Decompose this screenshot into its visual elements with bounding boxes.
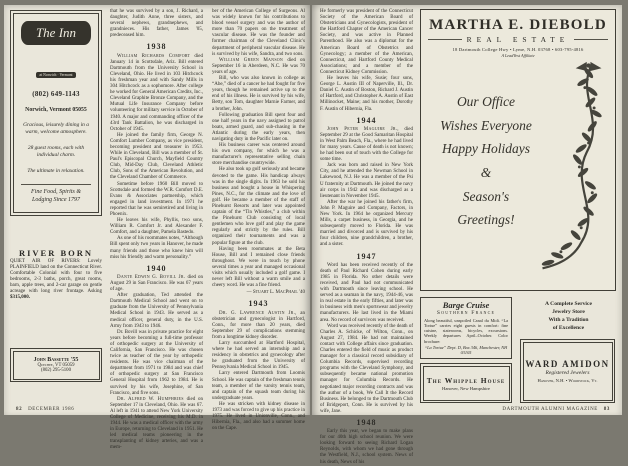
class-year-heading: 1947 bbox=[356, 251, 377, 261]
amidon-subtitle: Registered Jewelers bbox=[545, 370, 590, 376]
obituary-paragraph: After the war he joined his father's firm, John P. Maguire and Company, Factors, in New York. In 1964 he organized Mercury Mills, a carpet business, in Georgia, and he subsequently moved to Florida. He was married and divorced and is survived by his four children, nine grandchildren, a brother, and a sister. bbox=[320, 199, 413, 248]
barge-cruise-ad bbox=[420, 297, 512, 359]
obituary-paragraph: Word was received recently of the death of Charles A. Schicke, of Wilton, Conn., on August 27, 1984. He had not maintained contact with College affairs since graduation. Charles entered the field of music as product manager for a classical record subsidiary of Columbia Records, supervised recording programs with the Cleveland Symphony, and subsequently became national promotion manager for Columbia Records. He negotiated major recording contracts and was the author of a book, We Call It the Record Business. He belonged to the Dartmouth Club of Bridgeport, Conn. He is survived by his wife, Jane. bbox=[320, 323, 413, 414]
amidon-name: WARD AMIDON bbox=[525, 359, 610, 369]
obituary-paragraph: He was stricken with kidney disease in 1973 and was forced to give up his practice in 1975. He lived in Unionville, Conn., and Hibernia, Fla., and also had a summer home on the Cape. bbox=[212, 401, 305, 432]
right-page-footer bbox=[502, 407, 614, 412]
class-year-heading: 1948 bbox=[356, 418, 377, 427]
inn-sign-logo bbox=[21, 21, 91, 81]
class-year-heading: 1944 bbox=[356, 115, 377, 125]
inn-address: Norwich, Vermont 05055 bbox=[25, 107, 87, 114]
inn-logo-text: The Inn bbox=[21, 21, 91, 45]
obituary-paragraph: His business career was centered around his own company, for which he was a manufacturer's representative selling chain store merchandise countrywide. bbox=[212, 143, 305, 167]
obituary-paragraph: William Green Manson died on September 16 in Aberdeen, N.C. He was 70 years of age. bbox=[212, 57, 306, 75]
ward-amidon-ad bbox=[520, 339, 615, 403]
whipple-title: The Whipple House bbox=[426, 375, 506, 385]
obituaries-column-c bbox=[320, 9, 413, 465]
river-born-price: $315,000. bbox=[10, 295, 30, 300]
decorative-rule bbox=[574, 39, 608, 40]
obituaries-column-b bbox=[212, 9, 306, 432]
inn-logo-subtext: at Norwich · Vermont bbox=[36, 72, 75, 78]
inn-copy-line: 28 guest rooms, each with individual charm. bbox=[27, 145, 85, 159]
bottom-right-ads bbox=[420, 297, 616, 405]
obituary-paragraph: He joined the family firm, George N. Comfort Lumber Company, as vice president, becoming president and treasurer in 1953. While in Cleveland, Bill was a member of St. Paul's Episcopal Church, Mayfield Country Club, Mid-Day Club, Cleveland Athletic Club, Sons of the American Revolution, and the Cleveland Chamber of Commerce. bbox=[110, 132, 203, 181]
barge-body: Along beautiful, unspoiled Canal du Midi. “La Tortue” carries eight guests in comfort: fine cuisine, staterooms, bicycles, excursions. Weekly departures April–October. Color brochure: bbox=[424, 317, 508, 344]
obituary-paragraph: Dante Edwin G. Bovill Jr. died on August 29 in San Francisco. He was 67 years of age. bbox=[110, 274, 203, 293]
obituary-paragraph: Dr. G. Lawrence Austin Jr., an obstetrician and gynecologist in Hartford, Conn., for more than 20 years, died September 29 of complications stemming from a longtime kidney disorder. bbox=[212, 310, 305, 340]
obituary-paragraph: Bill, who was also known in college as “Abe,” died of a cancer he had fought for five years, though he remained active up to the end of his illness. He is survived by his wife, Betty, son Tom, daughter Marnie Farmer, and a brother, John. bbox=[212, 76, 305, 112]
obituary-paragraph: Sometime before 1960 Bill moved to Scottsdale and formed the W.R. Comfort D.E. Evans & Associates partnership, which engaged in land investment. In 1971 he reported that he was semiretired and living in Phoenix. bbox=[110, 181, 203, 217]
obituary-paragraph: Dr. Alfred W. Humphries died on September 17 in Cleveland, Ohio. He was 67. Al left in 1941 to attend New York University College of Medicine, receiving his M.D. in 1944. He was a medical officer with the army in Europe, returning to Cleveland in 1951. He led medical teams pioneering in the transplanting of kidney arteries, and was a mem- bbox=[110, 396, 203, 451]
obituary-paragraph: Larry succumbed at Hartford Hospital, where he had served an internship and a residency in obstetrics and gynecology after he graduated from the University of Pennsylvania Medical School in 1945. bbox=[212, 340, 305, 371]
john-bassette-ad bbox=[10, 348, 102, 382]
class-year-heading: 1940 bbox=[146, 263, 167, 273]
barge-title: Barge Cruise bbox=[442, 300, 490, 310]
whipple-house-ad bbox=[420, 363, 512, 403]
obituary-paragraph: William Richards Comfort died January 14 in Scottsdale, Ariz. Bill entered Dartmouth from the University School in Cleveland, Ohio. He lived in 103 Hitchcock his freshman year and with Sandy Mills in 304 Hitchcock as a sophomore. After college he worked for General American Credits, Inc., Cleveland Graphite Bronze Company, and the Mutual Life Insurance Company before volunteering for military service in October of 1940. A major and commanding officer of the 43rd Tank Battalion, he was discharged in October of 1945. bbox=[110, 53, 203, 132]
inn-copy-line: Gracious, leisurely dining in a warm, welcome atmosphere. bbox=[23, 122, 89, 136]
bassette-phone: (802) 295-5100 bbox=[41, 368, 71, 373]
left-page bbox=[4, 5, 310, 451]
left-page-footer bbox=[12, 407, 74, 412]
diebold-real-estate-ad bbox=[420, 9, 616, 291]
barge-subtitle: Southern France bbox=[436, 309, 496, 316]
river-born-title: RIVER BORN bbox=[18, 248, 94, 258]
obituary-paragraph: He formerly was president of the Connecticut Society of the American Board of Obstetricians and Gynecologists, president of the Hartford Chapter of the American Cancer Society, and was active in Planned Parenthood. He also was a diplomat for the American Board of Obstetrics and Gynecology; a member of the American, Connecticut, and Hartford County Medical Associations; and a member of the Connecticut Kidney Commission. bbox=[320, 9, 413, 75]
left-ad-column bbox=[10, 10, 102, 406]
right-page-number: 83 bbox=[603, 407, 610, 412]
issue-label: DECEMBER 1986 bbox=[28, 407, 75, 412]
obituary-paragraph: Having been roommates at the Beta House, Bill and I remained close friends throughout. We were in touch by phone several times a year and managed occasional visits which usually included a golf game. I never left Bill without a warm smile and a cheery word. He was a fine friend. bbox=[212, 246, 305, 289]
bassette-town: Quechee, VT 05059 bbox=[37, 363, 75, 368]
jewelry-slogan: A Complete Service Jewelry Store With a Tradition of Excellence bbox=[545, 301, 592, 331]
obituary-paragraph: Jack was born and raised in New York City, and he attended the Newman School in Lakewood, N.J. He was a member of the Psi U fraternity at Dartmouth. He joined the navy air corps in 1942 and was discharged as a lieutenant in November 1945. bbox=[320, 163, 413, 199]
river-born-ad bbox=[10, 250, 102, 342]
inn-tagline: Fine Food, Spirits & Lodging Since 1797 bbox=[21, 184, 91, 204]
inn-phone: (802) 649-1143 bbox=[32, 90, 80, 99]
left-page-number: 82 bbox=[16, 407, 23, 412]
inn-at-norwich-ad bbox=[10, 10, 102, 216]
decorative-rule bbox=[428, 39, 462, 40]
obituary-paragraph: Dr. Bovill was in private practice for eight years before becoming a full-time professor of orthopedic surgery at the University of California, San Francisco. He was chosen twice as teacher of the year by orthopedic residents. He was vice chairman of the department from 1971 to 1984 and was chief of orthopedic surgery at San Francisco General Hospital from 1962 to 1984. He is survived by his wife, Josephine, of San Francisco, and five sons. bbox=[110, 329, 203, 396]
diebold-affiliate: A LeadVest Affiliate bbox=[501, 53, 535, 58]
obituary-signature: — Stuart L. MacPhail '40 bbox=[246, 290, 305, 296]
obituary-paragraph: Word has been received recently of the death of Paul Richard Cohen during early 1985 in Florida. No other details were received, and Paul had not communicated with Dartmouth since leaving school. He served as a seaman in the navy, 1944-46, was in real estate in the early fifties, and later was in business with men's sportswear and jewelry manufacturers. He last lived in the Miami area. No record of survivors was received. bbox=[320, 262, 413, 323]
class-year-heading: 1938 bbox=[146, 42, 167, 52]
obituary-paragraph: ber of the American College of Surgeons. Al was widely known for his contributions to blood vessel surgery and was the author of more than 70 papers on the treatment of vascular disease. He was the founder and former chairman of the Cleveland Clinic's department of peripheral vascular disease. He is survived by his wife, Sandra, and two sons. bbox=[212, 9, 305, 57]
obituary-paragraph: John Peter Maguire Jr., died September 29 at the Good Samaritan Hospital in West Palm Beach, Fla., where he had lived for many years. Cause of death is not known; he had been out of touch with the College for some time. bbox=[320, 126, 413, 163]
class-year-heading: 1943 bbox=[248, 299, 269, 309]
amidon-locations: Hanover, N.H. • Woodstock, Vt. bbox=[537, 378, 598, 383]
obituaries-column-a bbox=[110, 9, 203, 451]
obituary-paragraph: that he was survived by a son, J. Richard, a daughter, Judith Anne, three sisters, and several nephews, grandnephews, and grandnieces. His father, James '05, predeceased him. bbox=[110, 9, 203, 39]
barge-contact: “La Tortue” Dept. D, Box 346, Manchester, NH 03105 bbox=[424, 345, 508, 356]
obituary-paragraph: Early this year, we began to make plans for our 40th high school reunion. We were looking forward to seeing Richard Logan Reynolds, with whom we had gone through the Westfield, N.J., school system. News of his death, News of his bbox=[320, 429, 413, 465]
inn-copy-line: The ultimate in relaxation. bbox=[27, 168, 85, 175]
whipple-body: Hanover, New Hampshire bbox=[442, 385, 490, 391]
obituary-paragraph: He also took up golf seriously and became devoted to the game. His handicap always was in the single digits. In 1963 he sold his business and bought a house in Whispering Pines, N.C., for the climate and the love of golf. He became a member of the staff of Pinehurst Resorts and later was appointed captain of the “Tin Whistles,” a club within the Pinehurst Club consisting of local gentlemen who love golf and play the game regularly and strictly by the rules. Bill organized their tournaments and was a popular figure at the club. bbox=[212, 167, 305, 246]
diebold-header bbox=[421, 10, 615, 58]
diebold-name: MARTHA E. DIEBOLD bbox=[429, 17, 607, 33]
magazine-title: DARTMOUTH ALUMNI MAGAZINE bbox=[502, 407, 598, 412]
river-born-body: QUIET AIR OF RIVERS: Lovely PLAINFIELD land on the Connecticut River. Comfortable Colonial with four to five bedrooms, 2-3 baths, porch, great rooms, barn, apple trees, and 2-car garage on gentle acreage with long river frontage. Asking $315,000. bbox=[10, 259, 102, 300]
obituary-paragraph: Following graduation Bill spent four and one half years in the navy assigned to patrol boats, armed guard, and sub-chasing in the Atlantic during the early years, then navigating duty in the Pacific later on. bbox=[212, 112, 305, 142]
bassette-name: John Bassette '55 bbox=[33, 357, 79, 363]
diebold-holiday-message: Our Office Wishes Everyone Happy Holidays & Season's Greetings! bbox=[440, 94, 532, 228]
obituary-paragraph: He leaves his wife, Phyllis, two sons, William R. Comfort Jr. and Alexander F. Comfort, and a daughter, Pamela Bastedo. bbox=[110, 218, 203, 236]
diebold-address: 18 Dartmouth College Hwy • Lyme, N.H. 03768 • 603-795-4816 bbox=[452, 47, 584, 52]
holly-garland-icon bbox=[531, 60, 613, 272]
diebold-subtitle: REAL ESTATE bbox=[466, 35, 570, 44]
obituary-paragraph: Larry entered Dartmouth from Loomis School. He was captain of the freshman tennis team, a member of the varsity tennis team, and captain of the squash team during his undergraduate years. bbox=[212, 371, 305, 401]
right-page bbox=[312, 5, 622, 465]
obituary-paragraph: After graduation, Ted attended the Dartmouth Medical School and went on to graduate from the University of Pennsylvania Medical School in 1943. He served as a medical officer, general duty, in the U.S. Army from 1943 to 1946. bbox=[110, 293, 203, 329]
obituary-paragraph: He leaves his wife, Susie; four sons, George L. Austin III of Naperville, Ill., Dr. Daniel C. Austin of Boston, Richard J. Austin of Hartford, and Christopher A. Austin of East Millinocket, Maine; and his mother, Dorothy F. Austin of Hibernia, Fla. bbox=[320, 76, 413, 112]
obituary-paragraph: As one of his roommates notes, “Although Bill spent only two years in Hanover, he made many friends and those who knew him will miss his friendly and warm personality.” bbox=[110, 236, 203, 260]
